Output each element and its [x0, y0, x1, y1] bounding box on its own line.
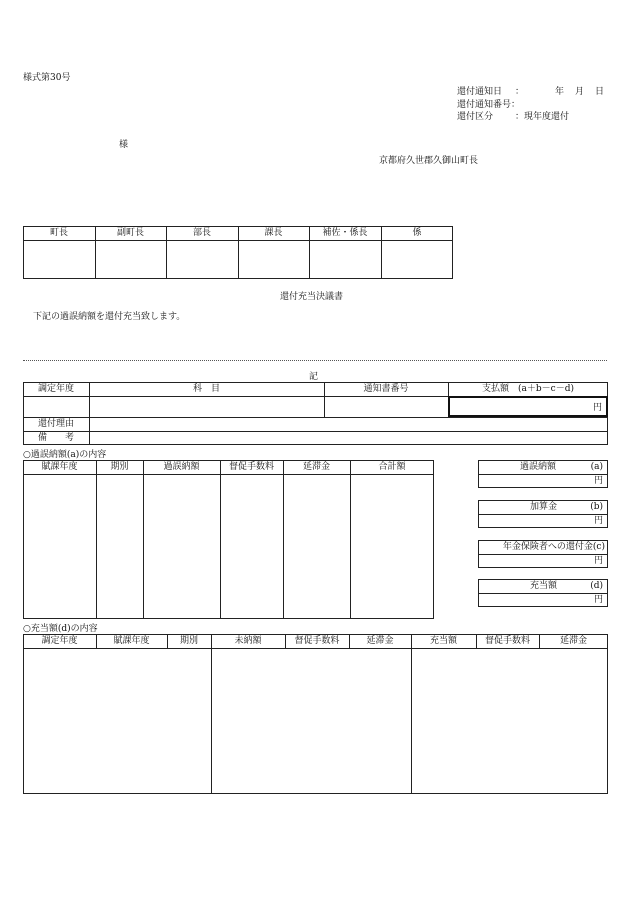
side-box-overpay-label: 過誤納額: [520, 462, 557, 472]
overpay-col-levy-year: 賦課年度: [41, 462, 78, 472]
intro-text: 下記の過誤納額を還付充当致します。: [33, 312, 186, 322]
overpay-col-total: 合計額: [378, 462, 406, 472]
allocation-col-levy-year: 賦課年度: [113, 636, 150, 646]
notice-date-day: 日: [595, 87, 605, 97]
document-title: 還付充当決議書: [280, 292, 344, 302]
allocation-col-unpaid: 未納額: [234, 636, 262, 646]
approval-col-mayor: 町長: [49, 228, 68, 238]
side-box-addition-code: (b): [590, 502, 603, 512]
side-box-overpay-code: (a): [590, 462, 603, 472]
side-box-allocation-unit: 円: [593, 595, 603, 605]
overpay-col-period: 期別: [110, 462, 129, 472]
main-header-year: 調定年度: [37, 384, 74, 394]
allocation-col-period: 期別: [179, 636, 198, 646]
allocation-col-late-fee: 延滞金: [366, 636, 394, 646]
allocation-col-assess-year: 調定年度: [41, 636, 78, 646]
allocation-col-late-fee-2: 延滞金: [559, 636, 587, 646]
overpay-section-title: ○過誤納額(a)の内容: [23, 450, 107, 460]
approval-col-assistant: 補佐・係長: [322, 228, 368, 238]
allocation-col-dunning-fee: 督促手数料: [294, 636, 340, 646]
main-header-subject: 科 目: [192, 384, 220, 394]
side-box-pension-label: 年金保険者への還付金(c): [502, 542, 605, 552]
side-box-allocation-label: 充当額: [530, 581, 558, 591]
notice-date-year: 年: [555, 87, 565, 97]
allocation-section-title: ○充当額(d)の内容: [23, 624, 98, 634]
dotted-separator: [23, 360, 607, 361]
issuer-name: 京都府久世郡久御山町長: [379, 156, 479, 166]
notice-date-month: 月: [575, 87, 585, 97]
overpay-col-dunning-fee: 督促手数料: [228, 462, 274, 472]
side-box-overpay-unit: 円: [593, 476, 603, 486]
side-box-addition-unit: 円: [593, 516, 603, 526]
side-box-allocation-code: (d): [590, 581, 603, 591]
main-header-payment: 支払額 (a＋b－c－d): [482, 384, 574, 394]
category-label: 還付区分: [457, 112, 494, 122]
notice-date-colon: ：: [515, 87, 525, 97]
payment-yen-unit: 円: [592, 403, 602, 413]
remarks-label: 備 考: [37, 433, 74, 443]
form-number: 様式第30号: [23, 73, 71, 83]
allocation-col-allocated: 充当額: [429, 636, 457, 646]
refund-reason-label: 還付理由: [37, 419, 74, 429]
approval-col-deputy-mayor: 副町長: [116, 228, 144, 238]
side-box-pension-unit: 円: [593, 556, 603, 566]
approval-col-section-chief: 課長: [264, 228, 283, 238]
allocation-col-dunning-fee-2: 督促手数料: [484, 636, 530, 646]
overpay-col-late-fee: 延滞金: [302, 462, 330, 472]
overpay-col-amount: 過誤納額: [163, 462, 200, 472]
side-box-addition-label: 加算金: [530, 502, 558, 512]
addressee-suffix: 様: [119, 140, 129, 150]
notice-date-label: 還付通知日: [457, 87, 503, 97]
ki-label: 記: [309, 372, 319, 382]
approval-col-director: 部長: [192, 228, 211, 238]
main-header-notice-number: 通知書番号: [363, 384, 409, 394]
category-value: ：現年度還付: [515, 112, 570, 122]
notice-number-label: 還付通知番号：: [457, 100, 521, 110]
approval-col-staff: 係: [412, 228, 422, 238]
